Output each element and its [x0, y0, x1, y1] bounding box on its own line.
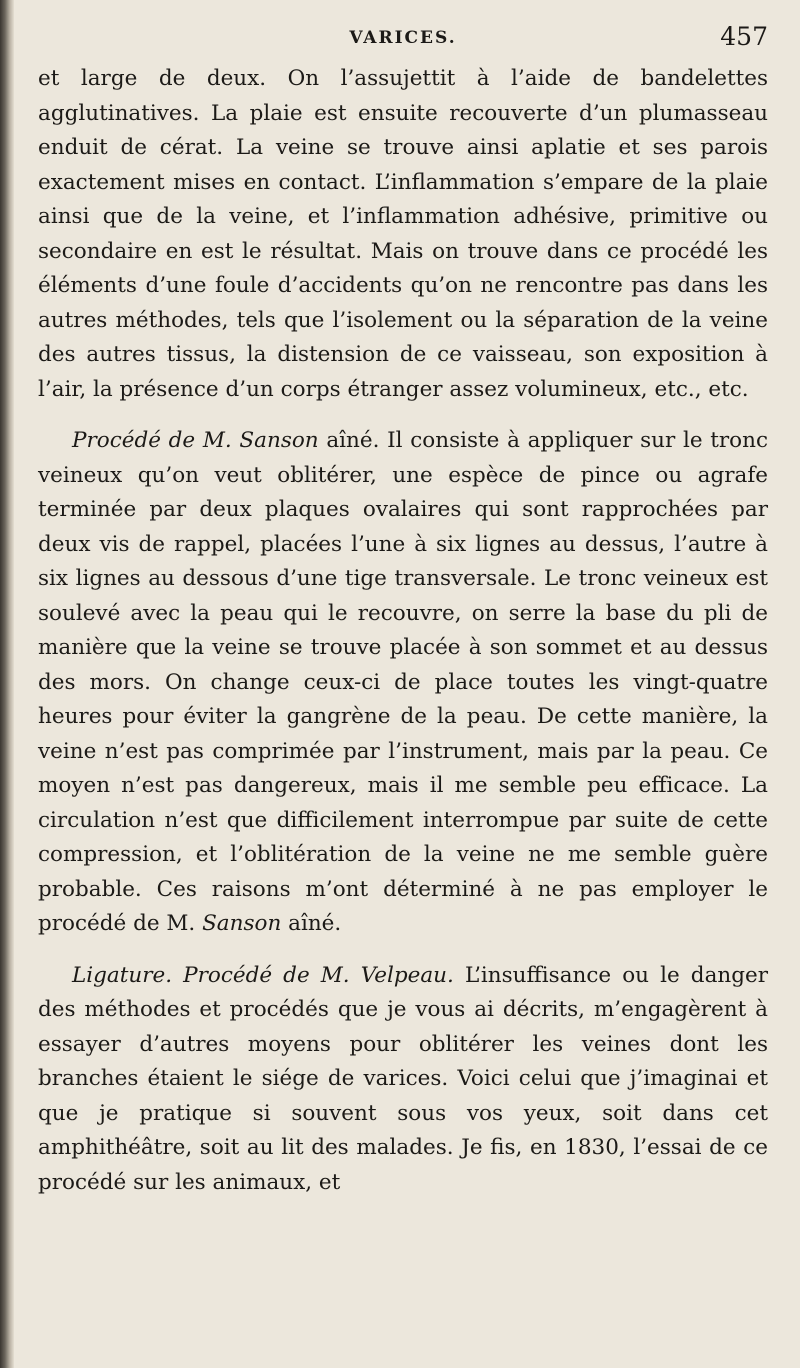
author-name: Sanson — [202, 911, 282, 936]
section-lead-author: Sanson — [239, 428, 319, 453]
paragraph-sanson-procedure — [38, 424, 768, 942]
paragraph-text: L’insuffisance ou le danger des méthodes et procédés que je vous ai décrits, m’engagèrent à essayer d’autres moyens pour oblitérer les veines dont les branches étaient le siége de varices. Voici celui que j’imaginai et que je pratique si souvent sous vos yeux, soit dans cet amphithéâtre, soit au lit des malades. Je fis, en 1830, l’essai de ce procédé sur les animaux, et — [38, 962, 768, 1195]
paragraph-text-end: aîné. — [281, 911, 342, 936]
book-page — [38, 22, 768, 1200]
running-title: VARICES. — [349, 28, 457, 48]
page-number: 457 — [720, 22, 768, 51]
section-lead-tail: aîné. — [318, 428, 380, 453]
paragraph-continuation — [38, 62, 768, 407]
section-lead: Ligature. Procédé de M. Velpeau. — [72, 962, 454, 988]
book-binding-edge — [0, 0, 14, 1368]
paragraph-velpeau-ligature — [38, 959, 768, 1201]
running-head — [38, 22, 768, 62]
section-lead: Procédé de M. — [72, 428, 240, 453]
paragraph-text: et large de deux. On l’assujettit à l’aide de bandelettes agglutinatives. La plaie est ensuite recouverte d’un plumasseau enduit de cérat. La veine se trouve ainsi aplatie et ses parois exactement mises en contact. L’inflammation s’empare de la plaie ainsi que de la veine, et l’inflammation adhésive, primitive ou secondaire en est le résultat. Mais on trouve dans ce procédé les éléments d’une foule d’accidents qu’on ne rencontre pas dans les autres méthodes, tels que l’isolement ou la séparation de la veine des autres tissus, la distension de ce vaisseau, son exposition à l’air, la présence d’un corps étranger assez volumineux, etc., etc. — [38, 66, 768, 402]
paragraph-text: Il consiste à appliquer sur le tronc veineux qu’on veut oblitérer, une espèce de pince ou agrafe terminée par deux plaques ovalaires qui sont rapprochées par deux vis de rappel, placées l’une à six lignes au dessus, l’autre à six lignes au dessous d’une tige transversale. Le tronc veineux est soulevé avec la peau qui le recouvre, on serre la base du pli de manière que la veine se trouve placée à son sommet et au dessus des mors. On change ceux-ci de place toutes les vingt-quatre heures pour éviter la gangrène de la peau. De cette manière, la veine n’est pas comprimée par l’instrument, mais par la peau. Ce moyen n’est pas dangereux, mais il me semble peu efficace. La circulation n’est que difficilement interrompue par suite de cette compression, et l’oblitération de la veine ne me semble guère probable. Ces raisons m’ont déterminé à ne pas employer le procédé de M. — [38, 428, 769, 936]
